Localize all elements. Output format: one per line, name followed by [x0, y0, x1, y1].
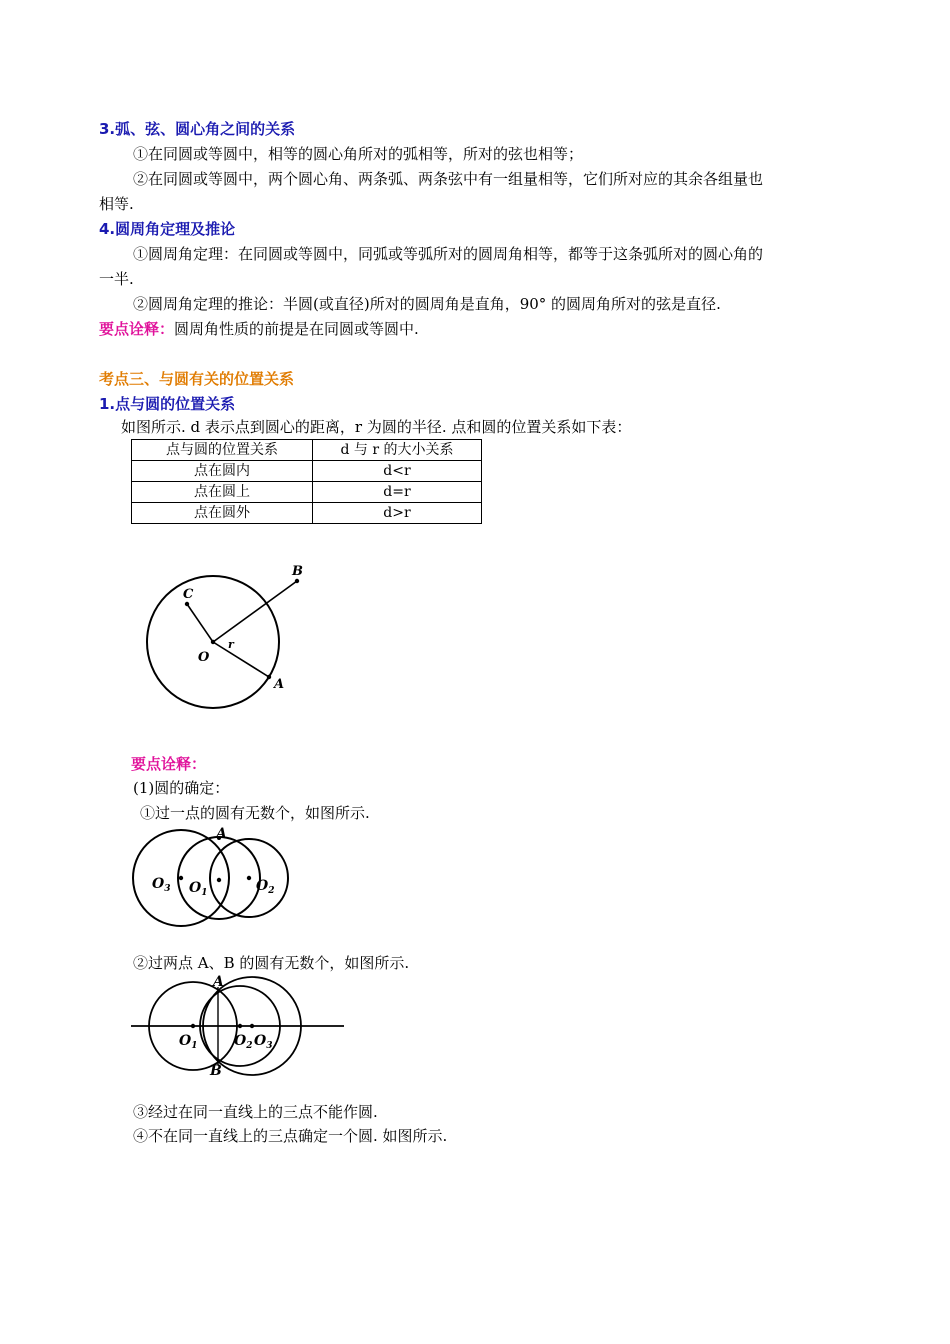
section-4-para-1: ①圆周角定理：在同圆或等圆中，同弧或等弧所对的圆周角相等，都等于这条弧所对的圆心角的 [133, 245, 764, 263]
label-a: A [274, 677, 285, 692]
label-c: C [183, 587, 194, 602]
point-o [211, 640, 215, 644]
notes-sub-4: ④不在同一直线上的三点确定一个圆. 如图所示. [133, 1127, 448, 1145]
section-4-title: 4.圆周角定理及推论 [99, 220, 236, 238]
point-o3 [250, 1024, 254, 1028]
notes-sub-1: ①过一点的圆有无数个，如图所示. [140, 804, 370, 822]
section-3-para-2-cont: 相等. [99, 195, 134, 213]
label-o1: $O_1$ [189, 880, 208, 898]
point-o3 [179, 876, 183, 880]
notes-item-1: (1)圆的确定： [133, 779, 230, 797]
label-o: O [198, 650, 210, 665]
label-b: B [292, 564, 303, 579]
note-text: 圆周角性质的前提是在同圆或等圆中. [174, 320, 419, 338]
point-a [267, 675, 271, 679]
subsection-1-intro: 如图所示. d 表示点到圆心的距离，r 为圆的半径. 点和圆的位置关系如下表： [121, 418, 632, 436]
position-relation-table [131, 439, 482, 524]
point-o2 [238, 1024, 242, 1028]
notes-sub-3: ③经过在同一直线上的三点不能作圆. [133, 1103, 378, 1121]
table-row [132, 503, 482, 524]
section-3-para-1: ①在同圆或等圆中，相等的圆心角所对的弧相等，所对的弦也相等； [133, 145, 584, 163]
label-a: A [213, 974, 224, 990]
segment-oa [213, 642, 269, 677]
subsection-1-title: 1.点与圆的位置关系 [99, 395, 236, 413]
table-cell: d>r [313, 503, 482, 524]
table-cell: 点在圆上 [132, 482, 313, 503]
segment-oc [187, 604, 213, 642]
point-b [295, 579, 299, 583]
label-o3: $O_3$ [254, 1033, 273, 1051]
table-cell: d=r [313, 482, 482, 503]
label-b: B [210, 1063, 222, 1079]
label-o2: $O_2$ [234, 1033, 253, 1051]
point-o2 [247, 876, 251, 880]
point-c [185, 602, 189, 606]
figure-circles-two-points [130, 972, 350, 1082]
label-o1: $O_1$ [179, 1033, 198, 1051]
table-cell: 点在圆内 [132, 461, 313, 482]
table-cell: d<r [313, 461, 482, 482]
table-header: 点与圆的位置关系 [132, 440, 313, 461]
table-header-row [132, 440, 482, 461]
table-cell: 点在圆外 [132, 503, 313, 524]
section-4-para-1-cont: 一半. [99, 270, 134, 288]
note-label: 要点诠释： [99, 320, 175, 338]
section-4-para-2: ②圆周角定理的推论：半圆(或直径)所对的圆周角是直角，90° 的圆周角所对的弦是直径. [133, 295, 721, 313]
notes-label: 要点诠释： [131, 755, 207, 773]
table-row [132, 482, 482, 503]
label-a: A [216, 826, 227, 842]
point-o1 [191, 1024, 195, 1028]
section-4-note [99, 319, 419, 339]
figure-point-circle [140, 560, 320, 740]
label-o3: $O_3$ [152, 876, 171, 894]
section-3-title: 3.弧、弦、圆心角之间的关系 [99, 120, 296, 138]
label-o2: $O_2$ [256, 878, 275, 896]
notes-sub-2: ②过两点 A、B 的圆有无数个，如图所示. [133, 954, 410, 972]
kaodian-3-title: 考点三、与圆有关的位置关系 [99, 370, 295, 388]
table-row [132, 461, 482, 482]
figure-circles-one-point [130, 825, 300, 930]
label-r: r [228, 638, 234, 651]
point-o1 [217, 878, 221, 882]
table-header: d 与 r 的大小关系 [313, 440, 482, 461]
section-3-para-2: ②在同圆或等圆中，两个圆心角、两条弧、两条弦中有一组量相等，它们所对应的其余各组量也 [133, 170, 764, 188]
